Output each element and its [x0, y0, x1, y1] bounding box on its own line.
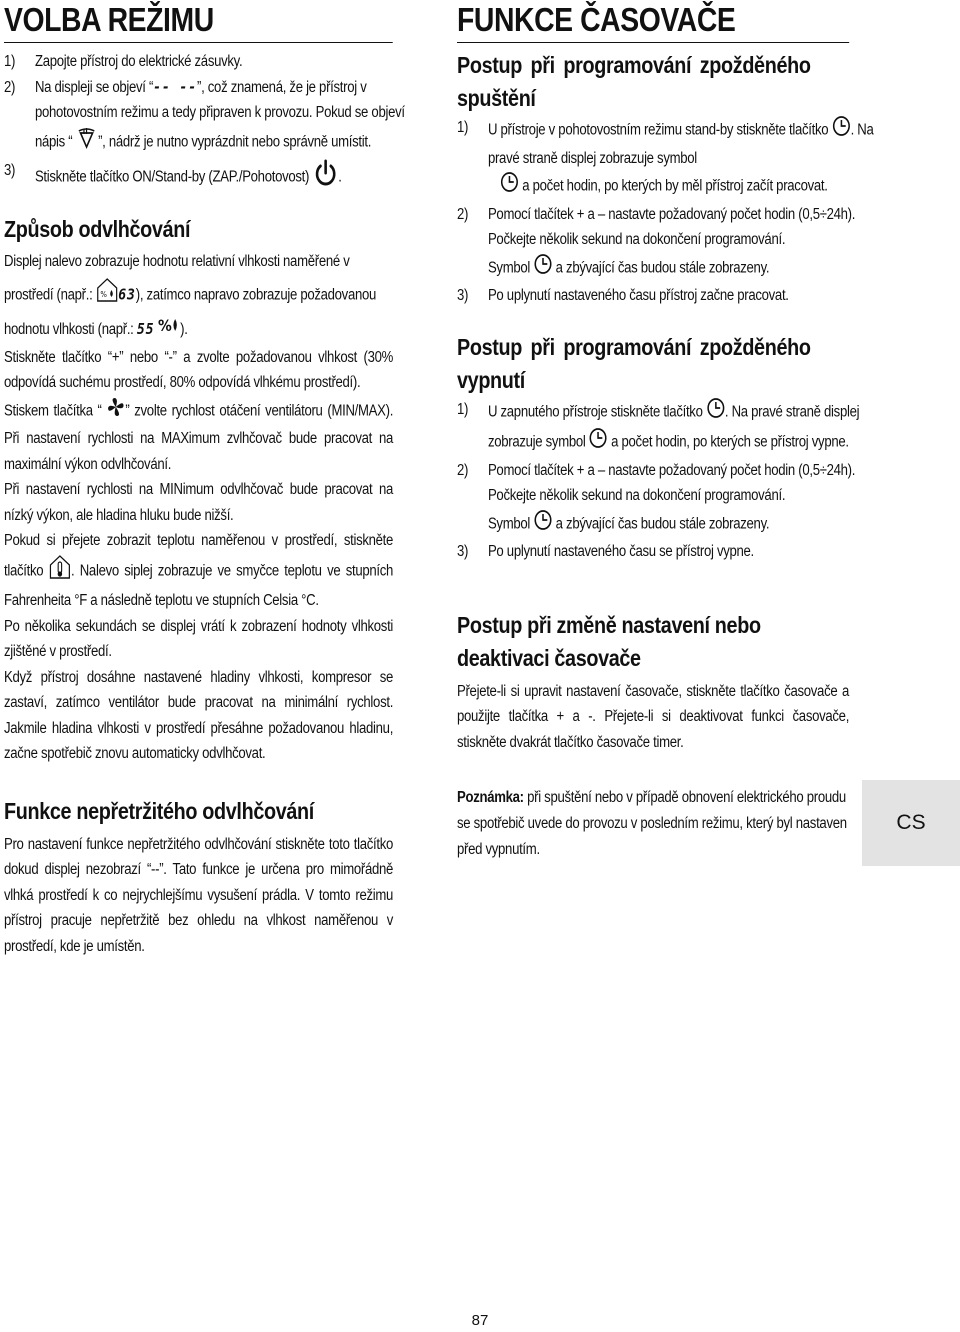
left-column	[4, 0, 405, 959]
heading-continuous: Funkce nepřetržitého odvlhčování	[4, 797, 314, 824]
mode-steps	[4, 49, 405, 197]
dehum-paragraph-7: Když přístroj dosáhne nastavené hladiny vlhkosti, kompresor se zastaví, zatímco ventilátor bude pracovat na minimální rychlost. Jakmile hladina vlhkosti v prostředí přesáhne požadovanou hladinu, začne spotřebič znovu automaticky odvlhčovat.	[4, 668, 394, 763]
mode-step-1: 1) Zapojte přístroj do elektrické zásuvky.	[4, 53, 243, 70]
fan-icon	[106, 396, 125, 427]
dehum-paragraph-4: Při nastavení rychlosti na MINimum odvlhčovač bude pracovat na nízký výkon, ale hladina hluku bude nižší.	[4, 481, 394, 524]
dehum-paragraph-5: Pokud si přejete zobrazit teplotu naměřenou v prostředí, stiskněte tlačítko . Nalevo siplej zobrazuje ve smyčce teplotu ve stupních Fahrenheita °F a následně teplotu ve stupních Celsia °C.	[4, 532, 394, 610]
thermometer-house-icon	[49, 554, 71, 589]
continuous-paragraph: Pro nastavení funkce nepřetržitého odvlhčování stiskněte toto tlačítko dokud displej nezobrazí “--”. Tato funkce je určena pro mimořádně vlhká prostředí k co nejrychlejšímu vysušení prádla. V tomto režimu přístroj pracuje nepřetržitě bez ohledu na vlhkost naměřenou v prostředí, kde je umístěn.	[4, 835, 394, 955]
note-label: Poznámka:	[457, 789, 524, 806]
dehum-paragraph-2: Stiskněte tlačítko “+” nebo “-” a zvolte požadovanou vlhkost (30% odpovídá suchému prostředí, 80% odpovídá vlhkému prostředí).	[4, 348, 394, 392]
tank-full-icon	[76, 126, 98, 159]
clock-icon	[706, 397, 725, 428]
heading-dehumidification: Způsob odvlhčování	[4, 215, 191, 242]
humidity-percent-icon	[158, 314, 180, 345]
heading-delayed-start: Postup při programování zpožděného spuštění	[457, 52, 811, 111]
right-column	[457, 0, 874, 863]
section-title-mode: VOLBA REŽIMU	[4, 0, 393, 43]
delayed-start-steps	[457, 115, 874, 309]
delayed-stop-step-3: 3) Po uplynutí nastaveného času se přístroj vypne.	[457, 543, 754, 560]
measured-humidity-value: 63	[118, 285, 136, 304]
timer-change-paragraph: Přejete-li si upravit nastavení časovače, stiskněte tlačítko časovače a použijte tlačítka + a -. Přejete-li si deaktivovat funkci časovače, stiskněte dvakrát tlačítko časovače timer.	[457, 682, 850, 751]
delayed-stop-step-2: 2) Pomocí tlačítek + a – nastavte požadovaný počet hodin (0,5÷24h). Počkejte několik sekund na dokončení programování. Symbol a zbývající čas budou stále zobrazeny.	[457, 458, 880, 540]
mode-step-3: 3) Stiskněte tlačítko ON/Stand-by (ZAP./Pohotovost) .	[4, 158, 424, 197]
set-humidity-value: 55	[136, 319, 155, 338]
clock-icon	[589, 427, 608, 458]
mode-step-2: 2) Na displeji se objeví “-- --”, což znamená, že je přístroj v pohotovostním režimu a tedy připraven k provozu. Pokud se objeví nápis “ ”, nádrž je nutno vyprázdnit nebo správně umístit.	[4, 75, 424, 159]
standby-display-symbol: -- --	[153, 77, 197, 96]
dehum-paragraph-3: Stiskem tlačítka “ ” zvolte rychlost otáčení ventilátoru (MIN/MAX). Při nastavení rychlosti na MAXimum zvlhčovač bude pracovat na maximální výkon odvlhčování.	[4, 396, 393, 478]
note-paragraph: Poznámka: při spuštění nebo v případě obnovení elektrického proudu se spotřebič uvede do provozu v posledním režimu, který byl nastaven před vypnutím.	[457, 789, 847, 858]
delayed-stop-steps	[457, 397, 860, 565]
power-icon	[312, 158, 338, 197]
clock-icon	[533, 253, 552, 284]
clock-icon	[832, 115, 851, 146]
delayed-start-step-2: 2) Pomocí tlačítek + a – nastavte požadovaný počet hodin (0,5÷24h). Počkejte několik sekund na dokončení programování. Symbol a zbývající čas budou stále zobrazeny.	[457, 202, 880, 284]
heading-timer-change: Postup při změně nastavení nebo deaktivaci časovače	[457, 611, 761, 671]
clock-icon	[533, 509, 552, 540]
delayed-stop-step-1: 1) U zapnutého přístroje stiskněte tlačítko . Na pravé straně displej zobrazuje symbol a počet hodin, po kterých se přístroj vypne.	[457, 397, 880, 458]
heading-delayed-stop: Postup při programování zpožděného vypnutí	[457, 333, 811, 393]
svg-text:%: %	[157, 315, 172, 334]
delayed-start-step-1: 1) U přístroje v pohotovostním režimu stand-by stiskněte tlačítko . Na pravé straně displej zobrazuje symbol a počet hodin, po kterých by měl přístroj začít pracovat.	[457, 115, 880, 202]
dehum-paragraph-1: Displej nalevo zobrazuje hodnotu relativní vlhkosti naměřené v prostředí (např.: % 63), zatímco napravo zobrazuje požadovanou hodnotu vlhkosti (např.: 55 % ).	[4, 246, 393, 345]
humidity-house-icon	[96, 277, 118, 314]
delayed-start-step-3: 3) Po uplynutí nastaveného času přístroj začne pracovat.	[457, 287, 789, 304]
section-title-timer: FUNKCE ČASOVAČE	[457, 0, 849, 43]
svg-text:%: %	[100, 288, 107, 299]
language-tab: CS	[862, 780, 960, 866]
dehum-paragraph-6: Po několika sekundách se displej vrátí k zobrazení hodnoty vlhkosti zjištěné v prostředí.	[4, 617, 394, 661]
page-number: 87	[471, 1312, 489, 1329]
clock-icon	[500, 171, 519, 202]
